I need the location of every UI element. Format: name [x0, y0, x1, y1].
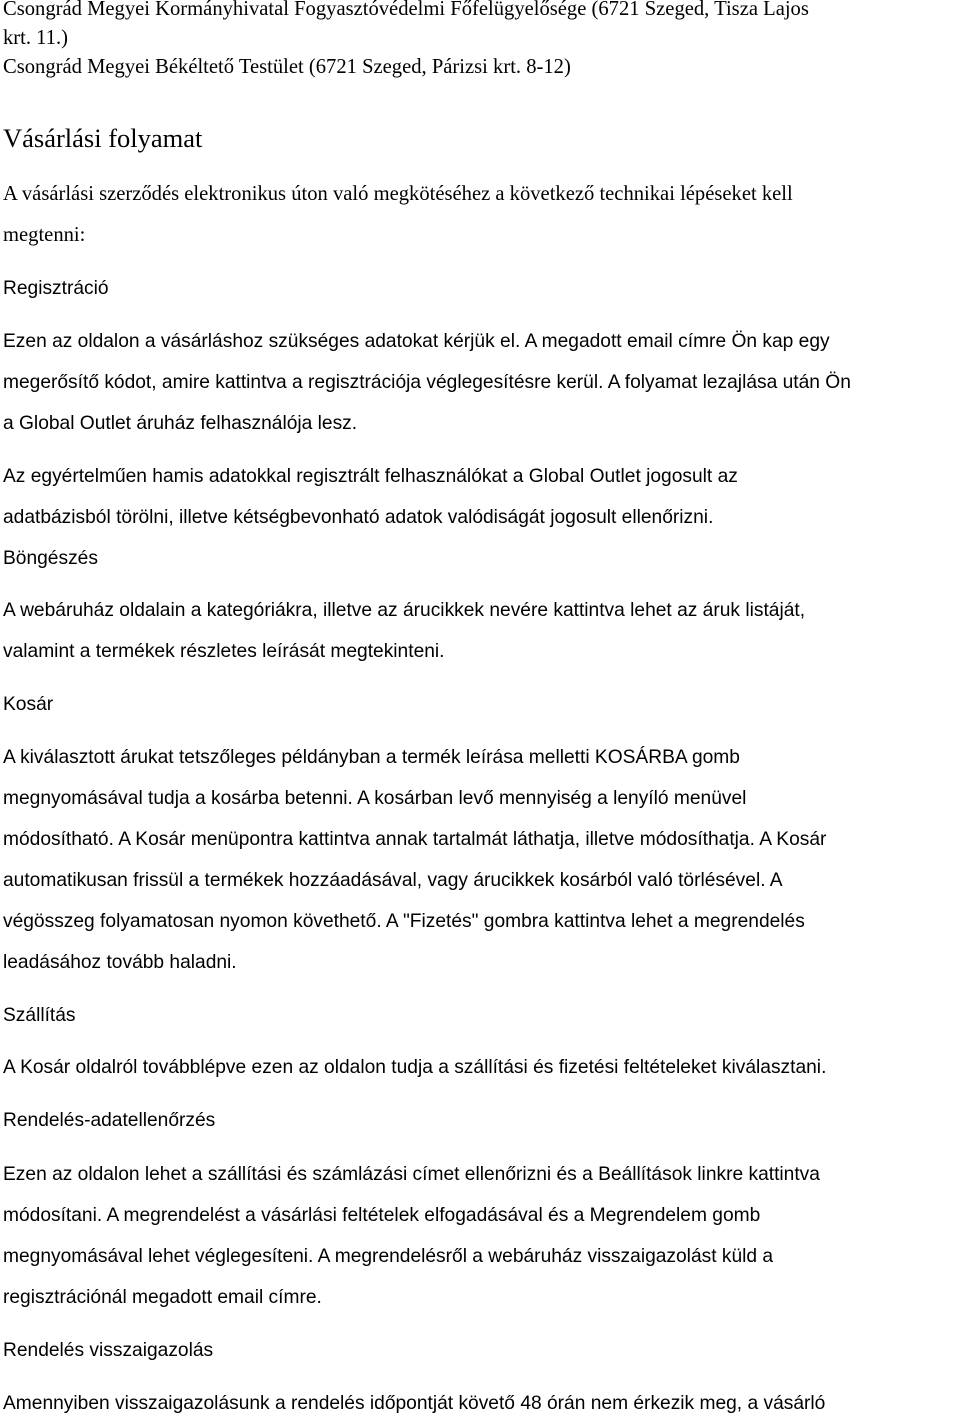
section-paragraph [3, 590, 955, 672]
section-paragraph [3, 737, 955, 983]
paragraph-line: a Global Outlet áruház felhasználója lesz. [3, 413, 358, 434]
paragraph-line: megnyomásával lehet véglegesíteni. A megrendelésről a webáruház visszaigazolást küld a [3, 1246, 774, 1267]
paragraph-line: leadásához tovább haladni. [3, 952, 237, 973]
paragraph-line: módosítható. A Kosár menüpontra kattintva annak tartalmát láthatja, illetve módosíthatja. A Kosár [3, 829, 827, 850]
paragraph-line: valamint a termékek részletes leírását megtekinteni. [3, 641, 445, 662]
paragraph-line: megerősítő kódot, amire kattintva a regisztrációja véglegesítésre kerül. A folyamat lezajlása után Ön [3, 372, 851, 393]
paragraph-line: megtenni: [3, 224, 86, 246]
section-heading-order-confirmation: Rendelés visszaigazolás [3, 1340, 214, 1361]
paragraph-line: A vásárlási szerződés elektronikus úton való megkötéséhez a következő technikai lépéseket kell [3, 183, 793, 205]
section-heading-shipping: Szállítás [3, 1005, 76, 1026]
page-title: Vásárlási folyamat [3, 123, 203, 153]
paragraph-line: Az egyértelműen hamis adatokkal regisztrált felhasználókat a Global Outlet jogosult az [3, 466, 738, 487]
paragraph-line: Amennyiben visszaigazolásunk a rendelés időpontját követő 48 órán nem érkezik meg, a vásárló [3, 1393, 826, 1414]
intro-paragraph [3, 174, 955, 256]
header-address [3, 0, 955, 82]
section-paragraph [3, 321, 955, 444]
section-heading-order-check: Rendelés-adatellenőrzés [3, 1110, 216, 1131]
section-paragraph [3, 456, 955, 538]
paragraph-line: automatikusan frissül a termékek hozzáadásával, vagy árucikkek kosárból való törlésével. A [3, 870, 783, 891]
section-heading-registration: Regisztráció [3, 278, 109, 299]
address-line: Csongrád Megyei Békéltető Testület (6721 Szeged, Párizsi krt. 8-12) [3, 56, 571, 78]
address-line: Csongrád Megyei Kormányhivatal Fogyasztóvédelmi Főfelügyelősége (6721 Szeged, Tisza Lajos [3, 0, 809, 20]
paragraph-line: adatbázisból törölni, illetve kétségbevonható adatok valódiságát jogosult ellenőrizni. [3, 507, 714, 528]
paragraph-line: A webáruház oldalain a kategóriákra, illetve az árucikkek nevére kattintva lehet az áruk listáját, [3, 600, 806, 621]
address-line: krt. 11.) [3, 27, 69, 49]
paragraph-line: módosítani. A megrendelést a vásárlási feltételek elfogadásával és a Megrendelem gomb [3, 1205, 761, 1226]
paragraph-line: Ezen az oldalon a vásárláshoz szükséges adatokat kérjük el. A megadott email címre Ön kap egy [3, 331, 830, 352]
section-paragraph [3, 1154, 955, 1318]
section-heading-cart: Kosár [3, 694, 54, 715]
paragraph-line: A kiválasztott árukat tetszőleges példányban a termék leírása melletti KOSÁRBA gomb [3, 747, 740, 768]
paragraph-line: végösszeg folyamatosan nyomon követhető. A "Fizetés" gombra kattintva lehet a megrendelés [3, 911, 805, 932]
paragraph-line: megnyomásával tudja a kosárba betenni. A kosárban levő mennyiség a lenyíló menüvel [3, 788, 747, 809]
paragraph-line: A Kosár oldalról továbblépve ezen az oldalon tudja a szállítási és fizetési feltételeket kiválasztani. [3, 1057, 827, 1078]
section-heading-browsing: Böngészés [3, 548, 98, 569]
paragraph-line: regisztrációnál megadott email címre. [3, 1287, 322, 1308]
section-paragraph [3, 1383, 955, 1419]
paragraph-line: Ezen az oldalon lehet a szállítási és számlázási címet ellenőrizni és a Beállítások linkre kattintva [3, 1164, 820, 1185]
section-paragraph [3, 1047, 955, 1088]
